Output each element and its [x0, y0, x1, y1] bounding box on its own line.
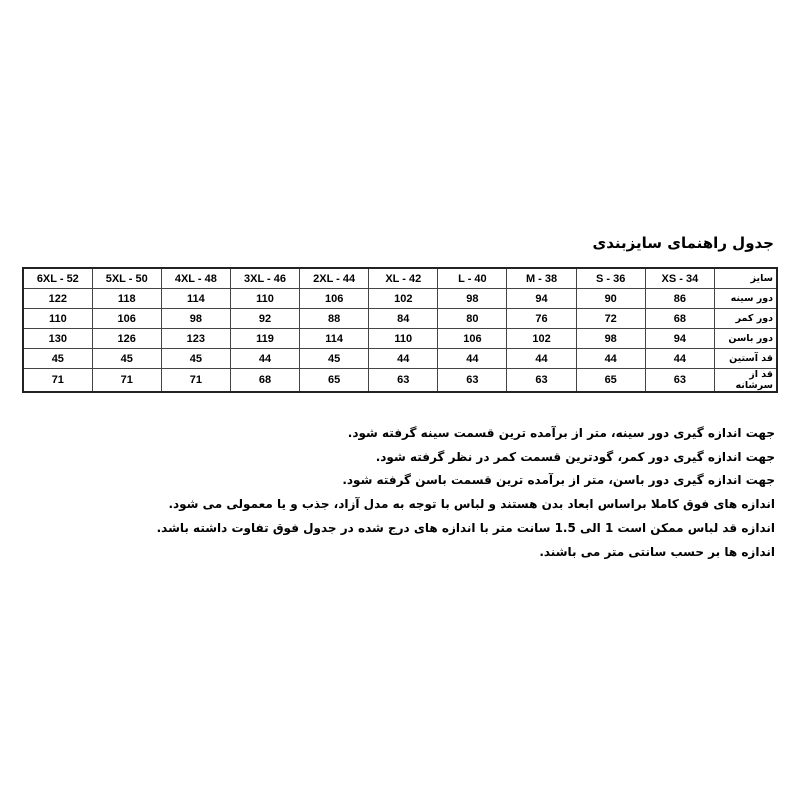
row-label: دور کمر	[715, 309, 778, 329]
size-header: 2XL - 44	[300, 268, 369, 289]
row-label: دور باسن	[715, 329, 778, 349]
size-header: 3XL - 46	[230, 268, 299, 289]
measurement-cell: 110	[369, 329, 438, 349]
measurement-cell: 122	[23, 289, 92, 309]
measurement-cell: 106	[92, 309, 161, 329]
measurement-cell: 123	[161, 329, 230, 349]
measurement-cell: 76	[507, 309, 576, 329]
measurement-cell: 45	[161, 349, 230, 369]
measurement-cell: 68	[645, 309, 714, 329]
size-header: XL - 42	[369, 268, 438, 289]
measurement-cell: 119	[230, 329, 299, 349]
measurement-cell: 45	[300, 349, 369, 369]
note-line: جهت اندازه گیری دور کمر، گودترین قسمت کمر در نظر گرفته شود.	[375, 449, 775, 464]
measurement-cell: 102	[507, 329, 576, 349]
measurement-cell: 130	[23, 329, 92, 349]
table-row	[23, 289, 777, 309]
measurement-cell: 110	[230, 289, 299, 309]
measurement-cell: 90	[576, 289, 645, 309]
measurement-cell: 114	[300, 329, 369, 349]
row-label: دور سینه	[715, 289, 778, 309]
table-row	[23, 369, 777, 393]
measurement-cell: 71	[23, 369, 92, 393]
measurement-cell: 44	[230, 349, 299, 369]
measurement-cell: 92	[230, 309, 299, 329]
measurement-cell: 84	[369, 309, 438, 329]
measurement-cell: 98	[576, 329, 645, 349]
table-header-row	[23, 268, 777, 289]
measurement-cell: 106	[300, 289, 369, 309]
page-title: جدول راهنمای سایزبندی	[592, 234, 774, 252]
measurement-notes	[156, 422, 775, 564]
measurement-cell: 65	[300, 369, 369, 393]
measurement-cell: 106	[438, 329, 507, 349]
table-row	[23, 309, 777, 329]
row-label: قد آستین	[715, 349, 778, 369]
measurement-cell: 114	[161, 289, 230, 309]
size-header: 4XL - 48	[161, 268, 230, 289]
table-body	[23, 289, 777, 393]
measurement-cell: 86	[645, 289, 714, 309]
measurement-cell: 45	[23, 349, 92, 369]
measurement-cell: 98	[161, 309, 230, 329]
measurement-cell: 72	[576, 309, 645, 329]
measurement-cell: 44	[369, 349, 438, 369]
size-column-label: سایز	[715, 268, 778, 289]
measurement-cell: 126	[92, 329, 161, 349]
row-label: قد از سرشانه	[715, 369, 778, 393]
measurement-cell: 94	[507, 289, 576, 309]
note-line: جهت اندازه گیری دور باسن، متر از برآمده ترین قسمت باسن گرفته شود.	[342, 473, 775, 488]
size-header: S - 36	[576, 268, 645, 289]
measurement-cell: 63	[369, 369, 438, 393]
measurement-cell: 110	[23, 309, 92, 329]
measurement-cell: 98	[438, 289, 507, 309]
measurement-cell: 63	[507, 369, 576, 393]
size-header: L - 40	[438, 268, 507, 289]
note-line: اندازه ها بر حسب سانتی متر می باشند.	[539, 544, 775, 559]
measurement-cell: 118	[92, 289, 161, 309]
note-line: اندازه قد لباس ممکن است 1 الی 1.5 سانت متر با اندازه های درج شده در جدول فوق تفاوت داشته باشد.	[156, 520, 775, 535]
size-header: M - 38	[507, 268, 576, 289]
measurement-cell: 44	[576, 349, 645, 369]
size-header: 6XL - 52	[23, 268, 92, 289]
note-line: جهت اندازه گیری دور سینه، متر از برآمده ترین قسمت سینه گرفته شود.	[347, 426, 775, 440]
measurement-cell: 45	[92, 349, 161, 369]
measurement-cell: 44	[438, 349, 507, 369]
measurement-cell: 88	[300, 309, 369, 329]
measurement-cell: 44	[507, 349, 576, 369]
measurement-cell: 71	[161, 369, 230, 393]
measurement-cell: 80	[438, 309, 507, 329]
size-header: 5XL - 50	[92, 268, 161, 289]
measurement-cell: 63	[645, 369, 714, 393]
measurement-cell: 94	[645, 329, 714, 349]
note-line: اندازه های فوق کاملا براساس ابعاد بدن هستند و لباس با توجه به مدل آزاد، جذب و یا معمولی می شود.	[168, 497, 775, 512]
measurement-cell: 102	[369, 289, 438, 309]
measurement-cell: 71	[92, 369, 161, 393]
measurement-cell: 68	[230, 369, 299, 393]
size-chart-table	[22, 267, 778, 393]
table-row	[23, 349, 777, 369]
measurement-cell: 44	[645, 349, 714, 369]
measurement-cell: 63	[438, 369, 507, 393]
size-header: XS - 34	[645, 268, 714, 289]
measurement-cell: 65	[576, 369, 645, 393]
table-row	[23, 329, 777, 349]
